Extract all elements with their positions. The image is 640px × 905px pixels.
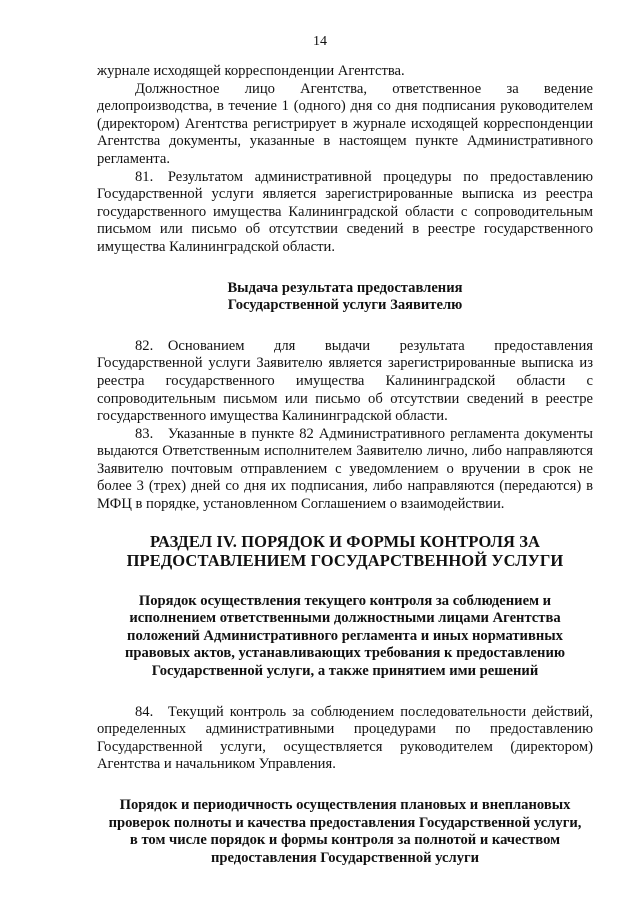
- paragraph: 83. Указанные в пункте 82 Административного регламента документы выдаются Ответственным исполнителем Заявителю лично, либо направляются Заявителю почтовым отправлением с уведомлением о вручении в срок не более 3 (трех) дней со дня их подписания, либо направляются (передаются) в МФЦ в порядке, установленном Соглашением о взаимодействии.: [97, 425, 593, 513]
- heading-line: предоставления Государственной услуги: [210, 849, 480, 866]
- paragraph: 82. Основанием для выдачи результата предоставления Государственной услуги Заявителю является зарегистрированные выписка из реестра государственного имущества Калининградской области с сопроводительным письмом или письмо об отсутствии сведений в реестре государственного имущества Калининградской области.: [97, 337, 593, 425]
- paragraph: журнале исходящей корреспонденции Агентства.: [97, 63, 405, 79]
- subsection-heading: [97, 280, 593, 315]
- heading-line: ПРЕДОСТАВЛЕНИЕМ ГОСУДАРСТВЕННОЙ УСЛУГИ: [126, 550, 564, 570]
- page-number: 14: [313, 34, 327, 49]
- document-body: [97, 63, 593, 867]
- paragraph: Должностное лицо Агентства, ответственное за ведение делопроизводства, в течение 1 (одного) дня со дня подписания руководителем (директором) Агентства регистрирует в журнале исходящей корреспонденции Агентства документы, указанные в настоящем пункте Административного регламента.: [97, 80, 593, 167]
- spacer: [97, 315, 593, 338]
- heading-line: Порядок осуществления текущего контроля за соблюдением и: [138, 592, 552, 609]
- paragraph: 81. Результатом административной процедуры по предоставлению Государственной услуги является зарегистрированные выписка из реестра государственного имущества Калининградской области с сопроводительным письмом или письмо об отсутствии сведений в реестре государственного имущества Калининградской области.: [97, 168, 593, 255]
- spacer: [97, 681, 593, 704]
- heading-line: Порядок и периодичность осуществления плановых и внеплановых: [119, 797, 571, 813]
- heading-line: положений Административного регламента и иных нормативных: [127, 627, 563, 644]
- heading-line: Государственной услуги Заявителю: [227, 297, 463, 314]
- spacer: [97, 514, 593, 532]
- subsection-heading: [97, 593, 593, 681]
- heading-line: Выдача результата предоставления: [227, 279, 463, 296]
- subsection-heading: [97, 797, 593, 867]
- heading-line: исполнением ответственными должностными лицами Агентства: [129, 610, 561, 627]
- heading-line: РАЗДЕЛ IV. ПОРЯДОК И ФОРМЫ КОНТРОЛЯ ЗА: [149, 531, 541, 551]
- paragraph: 84. Текущий контроль за соблюдением последовательности действий, определенных административными процедурами по предоставлению Государственной услуги, осуществляется руководителем (директором) Агентства и начальником Управления.: [97, 703, 593, 773]
- spacer: [97, 774, 593, 797]
- heading-line: проверок полноты и качества предоставления Государственной услуги,: [108, 814, 582, 831]
- spacer: [97, 257, 593, 280]
- heading-line: правовых актов, устанавливающих требования к предоставлению: [124, 645, 566, 662]
- spacer: [97, 570, 593, 593]
- heading-line: в том числе порядок и формы контроля за полнотой и качеством: [129, 832, 561, 849]
- section-heading: [97, 532, 593, 570]
- heading-line: Государственной услуги, а также принятием ими решений: [151, 663, 539, 680]
